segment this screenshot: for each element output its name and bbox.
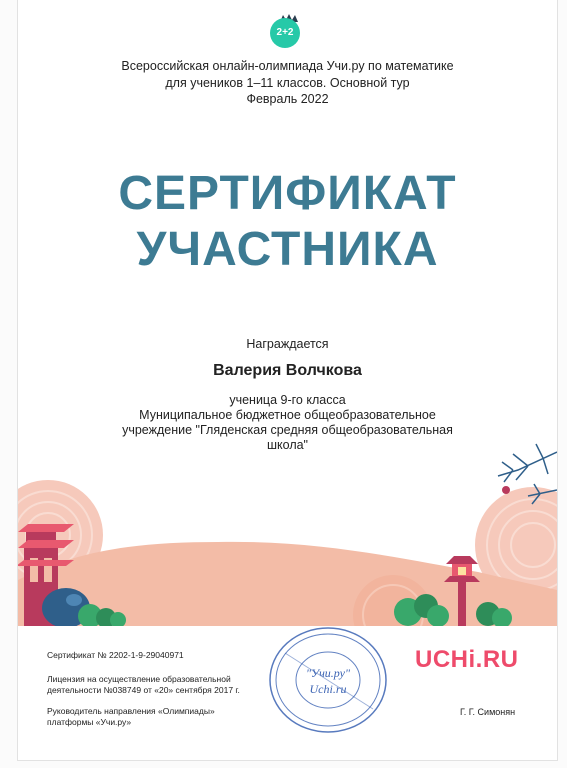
pine-cone — [502, 486, 510, 494]
recipient-name: Валерия Волчкова — [213, 362, 362, 379]
recipient-grade: ученица 9-го класса — [229, 393, 346, 407]
certificate-page — [17, 0, 558, 761]
olympiad-header — [58, 58, 517, 108]
header-line-1: Всероссийская онлайн-олимпиада Учи.ру по математике — [121, 59, 454, 73]
header-line-2: для учеников 1–11 классов. Основной тур — [165, 75, 410, 90]
header-line-3: Февраль 2022 — [246, 92, 329, 106]
certificate-title-line-1: СЕРТИФИКАТ — [118, 167, 457, 220]
stamp-line-1: "Учи.ру" — [305, 666, 351, 680]
signer-name: Г. Г. Симонян — [460, 707, 516, 717]
recipient-school: Муниципальное бюджетное общеобразовательное учреждение "Гляденская средняя общеобразовательная школа" — [122, 408, 453, 452]
landscape-illustration — [18, 440, 557, 626]
awarded-label: Награждается — [246, 337, 329, 351]
head-of-direction: Руководитель направления «Олимпиады» платформы «Учи.ру» — [47, 706, 215, 727]
license-text: Лицензия на осуществление образовательной деятельности №038749 от «20» сентября 2017 г. — [47, 674, 240, 695]
uchi-ru-logo: UCHi.RU — [415, 646, 519, 673]
olympiad-logo: 2+2 — [270, 18, 300, 48]
certificate-title-line-2: УЧАСТНИКА — [136, 223, 439, 276]
certificate-number: Сертификат № 2202-1-9-29040971 — [47, 650, 184, 660]
stamp-line-2: Uchi.ru — [309, 682, 347, 696]
official-stamp — [265, 625, 391, 735]
